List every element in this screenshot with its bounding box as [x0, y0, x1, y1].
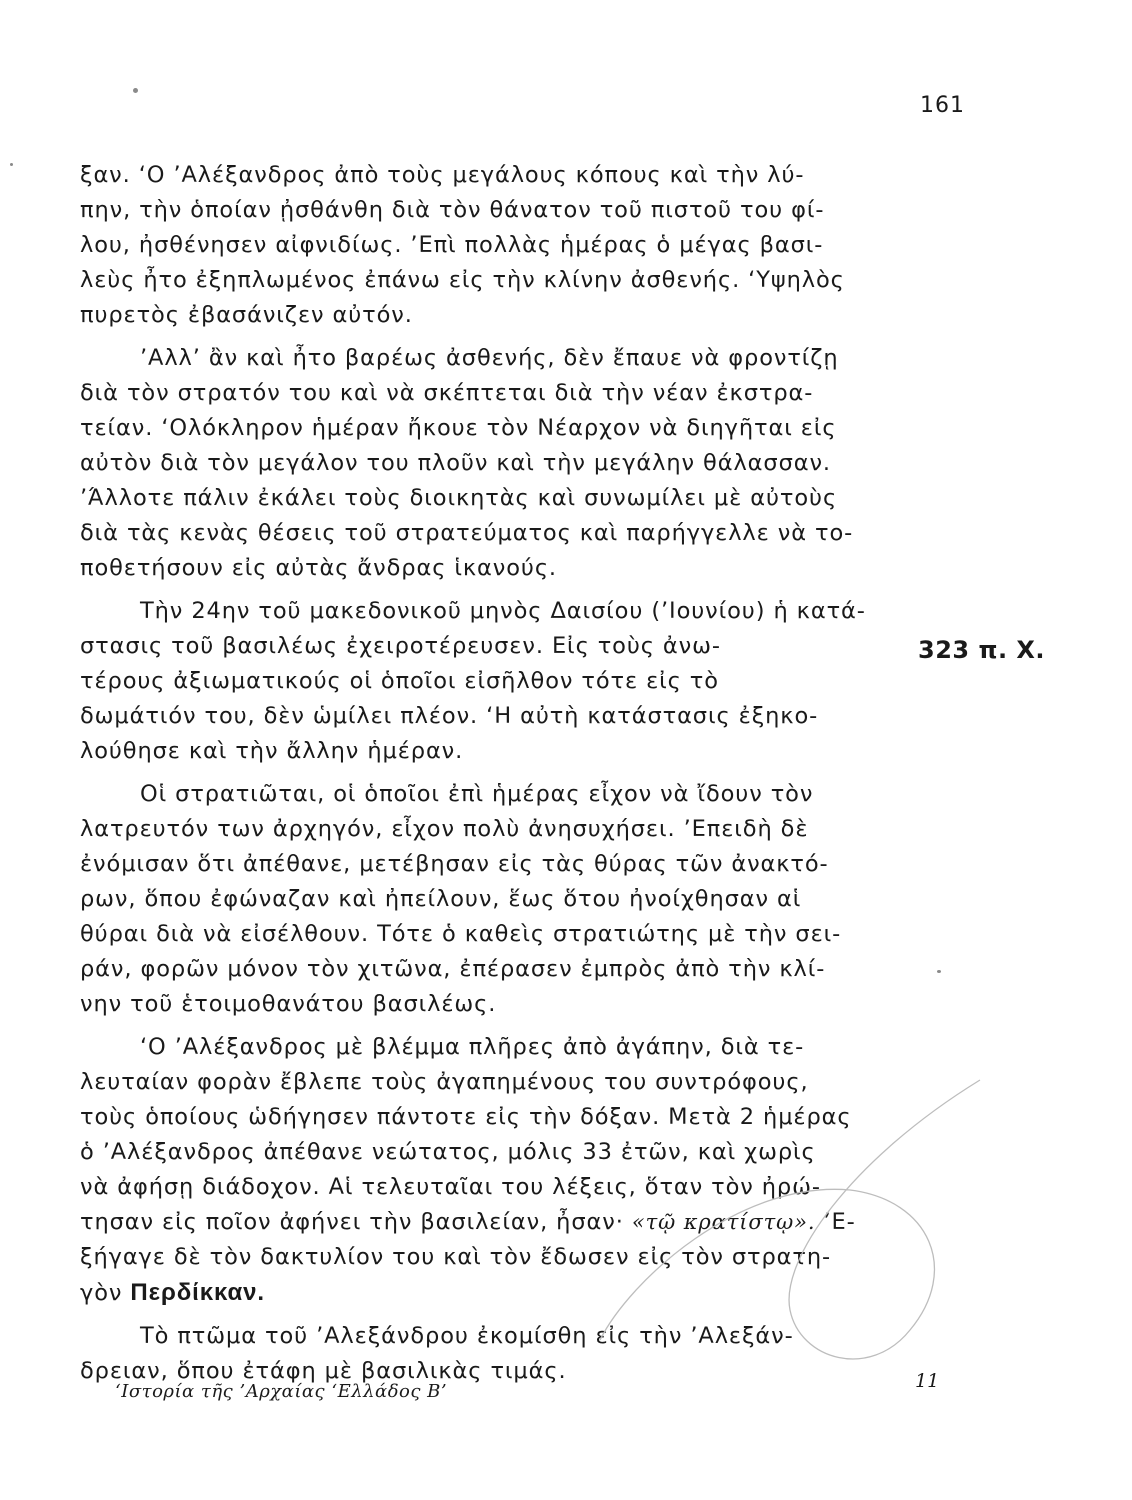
paragraph — [80, 594, 980, 769]
text-line: ράν, φορῶν μόνον τὸν χιτῶνα, ἐπέρασεν ἐμπρὸς ἀπὸ τὴν κλί- — [80, 956, 826, 982]
text-fragment: τησαν εἰς ποῖον ἀφήνει τὴν βασιλείαν, ἦσαν· — [80, 1209, 624, 1235]
scan-speck — [10, 163, 13, 166]
text-line: ξήγαγε δὲ τὸν δακτυλίον του καὶ τὸν ἔδωσεν εἰς τὸν στρατη- — [80, 1244, 832, 1270]
text-line: πυρετὸς ἐβασάνιζεν αὐτόν. — [80, 302, 413, 328]
text-line: Τὸ πτῶμα τοῦ ’Αλεξάνδρου ἐκομίσθη εἰς τὴν ’Αλεξάν- — [140, 1323, 794, 1349]
text-line: δρειαν, ὅπου ἐτάφη μὲ βασιλικὰς τιμάς. — [80, 1358, 567, 1384]
text-line: λούθησε καὶ τὴν ἄλλην ἡμέραν. — [80, 738, 464, 764]
text-line: ὁ ’Αλέξανδρος ἀπέθανε νεώτατος, μόλις 33 ἐτῶν, καὶ χωρὶς — [80, 1139, 816, 1165]
text-line: ποθετήσουν εἰς αὐτὰς ἄνδρας ἱκανούς. — [80, 555, 557, 581]
text-line: αὐτὸν διὰ τὸν μεγάλον του πλοῦν καὶ τὴν μεγάλην θάλασσαν. — [80, 450, 831, 476]
paragraph — [80, 341, 980, 586]
text-line: στασις τοῦ βασιλέως ἐχειροτέρευσεν. Εἰς τοὺς ἀνω- — [80, 633, 721, 659]
text-line: λεὺς ἦτο ἐξηπλωμένος ἐπάνω εἰς τὴν κλίνην ἀσθενής. ‘Υψηλὸς — [80, 267, 845, 293]
text-line: τοὺς ὁποίους ὡδήγησεν πάντοτε εἰς τὴν δόξαν. Μετὰ 2 ἡμέρας — [80, 1104, 852, 1130]
paragraph — [80, 777, 980, 1022]
text-line: θύραι διὰ νὰ εἰσέλθουν. Τότε ὁ καθεὶς στρατιώτης μὲ τὴν σει- — [80, 921, 842, 947]
text-line: ‘Ο ’Αλέξανδρος μὲ βλέμμα πλῆρες ἀπὸ ἀγάπην, διὰ τε- — [140, 1034, 805, 1060]
text-line: πην, τὴν ὁποίαν ᾐσθάνθη διὰ τὸν θάνατον τοῦ πιστοῦ του φί- — [80, 197, 825, 223]
text-line: νὰ ἀφήσῃ διάδοχον. Αἱ τελευταῖαι του λέξεις, ὅταν τὸν ἠρώ- — [80, 1174, 821, 1200]
text-line: ’Αλλ’ ἂν καὶ ἦτο βαρέως ἀσθενής, δὲν ἔπαυε νὰ φροντίζῃ — [140, 345, 839, 371]
text-line: ξαν. ‘Ο ’Αλέξανδρος ἀπὸ τοὺς μεγάλους κόπους καὶ τὴν λύ- — [80, 162, 805, 188]
page-number: 161 — [920, 93, 965, 118]
scan-speck — [133, 88, 138, 93]
text-line: λευταίαν φορὰν ἔβλεπε τοὺς ἀγαπημένους του συντρόφους, — [80, 1069, 809, 1095]
text-line: ἐνόμισαν ὅτι ἀπέθανε, μετέβησαν εἰς τὰς θύρας τῶν ἀνακτό- — [80, 851, 829, 877]
text-line: Οἱ στρατιῶται, οἱ ὁποῖοι ἐπὶ ἡμέρας εἶχον νὰ ἴδουν τὸν — [140, 781, 814, 807]
text-line: διὰ τὸν στρατόν του καὶ νὰ σκέπτεται διὰ τὴν νέαν ἐκστρα- — [80, 380, 814, 406]
margin-date-note: 323 π. Χ. — [918, 636, 1046, 664]
text-line: τείαν. ‘Ολόκληρον ἡμέραν ἤκουε τὸν Νέαρχον νὰ διηγῆται εἰς — [80, 415, 837, 441]
text-line: ’Άλλοτε πάλιν ἐκάλει τοὺς διοικητὰς καὶ συνωμίλει μὲ αὐτοὺς — [80, 485, 838, 511]
text-line: Τὴν 24ην τοῦ μακεδονικοῦ μηνὸς Δαισίου (’Ιουνίου) ἡ κατά- — [140, 598, 866, 624]
paragraph — [80, 158, 980, 333]
scan-speck — [937, 970, 941, 973]
text-line: λατρευτόν των ἀρχηγόν, εἶχον πολὺ ἀνησυχήσει. ’Επειδὴ δὲ — [80, 816, 809, 842]
text-line: διὰ τὰς κενὰς θέσεις τοῦ στρατεύματος καὶ παρήγγελλε νὰ το- — [80, 520, 854, 546]
text-line: τέρους ἀξιωματικούς οἱ ὁποῖοι εἰσῆλθον τότε εἰς τὸ — [80, 668, 719, 694]
footer-book-title: ‘Ιστορία τῆς ’Αρχαίας ‘Ελλάδος Β’ — [115, 1381, 448, 1402]
text-line: δωμάτιόν του, δὲν ὡμίλει πλέον. ‘Η αὐτὴ κατάστασις ἐξηκο- — [80, 703, 819, 729]
text-fragment: ’Ε- — [815, 1209, 856, 1235]
text-fragment: γὸν — [80, 1280, 123, 1306]
footer-signature-mark: 11 — [915, 1370, 940, 1392]
bold-name: Περδίκκαν. — [130, 1279, 265, 1306]
text-line: νην τοῦ ἑτοιμοθανάτου βασιλέως. — [80, 991, 497, 1017]
quote-text: «τῷ κρατίστῳ». — [631, 1210, 816, 1234]
pencil-stroke — [590, 1040, 990, 1400]
text-line: ρων, ὅπου ἐφώναζαν καὶ ἠπείλουν, ἕως ὅτου ἠνοίχθησαν αἱ — [80, 886, 802, 912]
text-line: λου, ἠσθένησεν αἰφνιδίως. ’Επὶ πολλὰς ἡμέρας ὁ μέγας βασι- — [80, 232, 824, 258]
